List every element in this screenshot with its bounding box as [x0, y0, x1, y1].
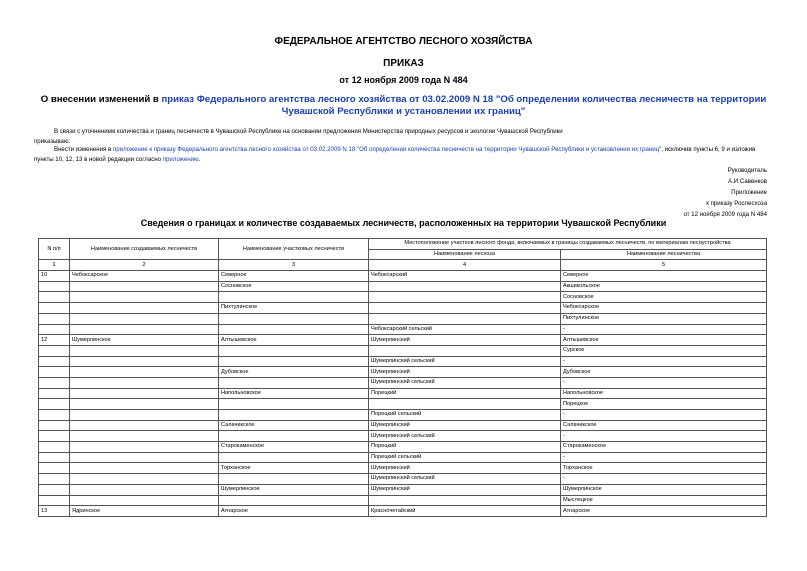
cell-section: Старокаменское [219, 442, 369, 453]
cell-section [219, 399, 369, 410]
cell-leskhoz: Чебоксарский сельский [369, 324, 561, 335]
table-row [39, 474, 767, 485]
cell-forestry [70, 367, 219, 378]
cell-forestry [70, 399, 219, 410]
cell-section: Северное [219, 271, 369, 282]
table-row [39, 367, 767, 378]
cell-leskhoz [369, 399, 561, 410]
signature-block [547, 165, 767, 220]
cell-num [39, 303, 70, 314]
cell-leskhoz [369, 292, 561, 303]
cell-section [219, 324, 369, 335]
cell-leskhoz: Порецкий сельский [369, 452, 561, 463]
table-row [39, 356, 767, 367]
title-prefix: О внесении изменений в [40, 94, 162, 105]
table-row [39, 388, 767, 399]
cell-num [39, 399, 70, 410]
cell-section [219, 292, 369, 303]
cell-forestry [70, 292, 219, 303]
col-number: 2 [70, 260, 219, 271]
changes-text-a: Внести изменения в [54, 146, 113, 153]
cell-num [39, 377, 70, 388]
table-row [39, 452, 767, 463]
basis-text: В связи с уточнением количества и границ лесничеств в Чувашской Республике на основании предложения Министерства природных ресурсов и экологии Чувашской Республики [54, 128, 563, 135]
cell-forestry [70, 356, 219, 367]
document-title [20, 94, 787, 118]
table-row [39, 292, 767, 303]
cell-lesnichestvo: - [561, 410, 767, 421]
cell-lesnichestvo: Напольновское [561, 388, 767, 399]
cell-section: Пихтулинское [219, 303, 369, 314]
cell-lesnichestvo: Атнарское [561, 506, 767, 517]
cell-leskhoz [369, 495, 561, 506]
cell-leskhoz: Шумерлинский сельский [369, 474, 561, 485]
cell-section [219, 313, 369, 324]
cell-section [219, 431, 369, 442]
cell-section [219, 377, 369, 388]
signer-role: Руководитель [727, 167, 767, 174]
cell-lesnichestvo: Пихтулинское [561, 313, 767, 324]
cell-lesnichestvo: Чебоксарское [561, 303, 767, 314]
cell-forestry [70, 388, 219, 399]
table-row [39, 442, 767, 453]
cell-forestry: Шумерлинское [70, 335, 219, 346]
cell-forestry: Чебоксарское [70, 271, 219, 282]
table-row [39, 431, 767, 442]
header-sections: Наименование участковых лесничеств [219, 239, 369, 260]
cell-num [39, 484, 70, 495]
cell-num [39, 324, 70, 335]
table-title: Сведения о границах и количестве создаваемых лесничеств, расположенных на территории Чувашской Республики [140, 218, 667, 228]
cell-num [39, 388, 70, 399]
cell-num [39, 410, 70, 421]
cell-forestry: Ядринское [70, 506, 219, 517]
cell-section: Дубовское [219, 367, 369, 378]
cell-forestry [70, 410, 219, 421]
cell-lesnichestvo: Сурское [561, 345, 767, 356]
cell-section: Салачикское [219, 420, 369, 431]
cell-lesnichestvo: Сосновское [561, 292, 767, 303]
table-row [39, 313, 767, 324]
cell-lesnichestvo: Северное [561, 271, 767, 282]
cell-forestry [70, 303, 219, 314]
cell-num: 13 [39, 506, 70, 517]
cell-section: Атнарское [219, 506, 369, 517]
cell-forestry [70, 431, 219, 442]
cell-lesnichestvo: - [561, 377, 767, 388]
cell-section: Шумерлинское [219, 484, 369, 495]
cell-section [219, 345, 369, 356]
annex-link[interactable]: приложению [162, 155, 199, 163]
cell-num [39, 474, 70, 485]
cell-num [39, 292, 70, 303]
table-row [39, 420, 767, 431]
cell-leskhoz [369, 313, 561, 324]
cell-lesnichestvo: Акшикольское [561, 281, 767, 292]
cell-num [39, 431, 70, 442]
table-row [39, 303, 767, 314]
cell-num [39, 420, 70, 431]
table-row [39, 281, 767, 292]
cell-leskhoz: Шумерлинский сельский [369, 356, 561, 367]
cell-forestry [70, 452, 219, 463]
cell-forestry [70, 495, 219, 506]
cell-num [39, 281, 70, 292]
cell-section [219, 410, 369, 421]
forestry-table [38, 238, 767, 517]
paragraph-changes [34, 145, 774, 164]
col-number: 3 [219, 260, 369, 271]
cell-forestry [70, 463, 219, 474]
table-row [39, 377, 767, 388]
header-lesnichestvo: Наименование лесничества [561, 249, 767, 260]
cell-section: Сосновское [219, 281, 369, 292]
cell-leskhoz: Шумерлинский [369, 367, 561, 378]
cell-num [39, 495, 70, 506]
cell-section: Алтышевское [219, 335, 369, 346]
header-forestry: Наименование создаваемых лесничеств [70, 239, 219, 260]
cell-num [39, 345, 70, 356]
header-location: Местоположение участков лесного фонда, включаемых в границы создаваемых лесничеств, по материалам лесоустройства [369, 239, 767, 250]
title-link[interactable]: приказ Федерального агентства лесного хозяйства от 03.02.2009 N 18 "Об определении количества лесничеств на территории Чувашской Республики и установлении их границ" [161, 94, 767, 117]
cell-forestry [70, 345, 219, 356]
cell-forestry [70, 420, 219, 431]
cell-forestry [70, 442, 219, 453]
cell-leskhoz [369, 345, 561, 356]
cell-leskhoz: Шумерлинский [369, 420, 561, 431]
cell-num [39, 367, 70, 378]
table-row [39, 495, 767, 506]
table-row [39, 463, 767, 474]
cell-leskhoz: Чебоксарский [369, 271, 561, 282]
order-date: от 12 ноября 2009 года N 484 [339, 75, 468, 85]
cell-leskhoz: Порецкий [369, 442, 561, 453]
cell-lesnichestvo: Порецкое [561, 399, 767, 410]
cell-lesnichestvo: Дубовское [561, 367, 767, 378]
col-number: 1 [39, 260, 70, 271]
cell-num [39, 463, 70, 474]
column-number-row [39, 260, 767, 271]
cell-num [39, 313, 70, 324]
table-row [39, 410, 767, 421]
signer-name: А.И.Савенков [728, 178, 767, 185]
cell-leskhoz: Шумерлинский сельский [369, 431, 561, 442]
cell-leskhoz: Порецкий сельский [369, 410, 561, 421]
paragraph-basis [34, 127, 774, 146]
cell-forestry [70, 324, 219, 335]
table-row [39, 324, 767, 335]
cell-lesnichestvo: - [561, 452, 767, 463]
table-row [39, 484, 767, 495]
cell-section [219, 495, 369, 506]
annex-date: от 12 ноября 2009 года N 484 [683, 211, 767, 218]
annex-label: Приложение [731, 189, 767, 196]
order-heading: ПРИКАЗ [383, 58, 424, 69]
cell-lesnichestvo: - [561, 356, 767, 367]
table-row [39, 506, 767, 517]
cell-leskhoz: Порецкий [369, 388, 561, 399]
cell-leskhoz [369, 281, 561, 292]
cell-lesnichestvo: - [561, 431, 767, 442]
header-num: N п/п [39, 239, 70, 260]
header-leskhoz: Наименование лесхоза [369, 249, 561, 260]
cell-lesnichestvo: Салачикское [561, 420, 767, 431]
cell-leskhoz: Шумерлинский [369, 484, 561, 495]
agency-heading: ФЕДЕРАЛЬНОЕ АГЕНТСТВО ЛЕСНОГО ХОЗЯЙСТВА [274, 36, 533, 47]
cell-lesnichestvo: - [561, 474, 767, 485]
table-row [39, 271, 767, 282]
cell-leskhoz: Шумерлинский сельский [369, 377, 561, 388]
cell-lesnichestvo: Мыслецкое [561, 495, 767, 506]
table-row [39, 399, 767, 410]
cell-num [39, 442, 70, 453]
cell-num: 10 [39, 271, 70, 282]
cell-lesnichestvo: Алтышевское [561, 335, 767, 346]
cell-section [219, 356, 369, 367]
col-number: 4 [369, 260, 561, 271]
cell-num [39, 452, 70, 463]
cell-lesnichestvo: Старокаменское [561, 442, 767, 453]
order-word: приказываю: [34, 137, 71, 145]
annex-to-order: к приказу Рослесхоза [706, 200, 767, 207]
cell-forestry [70, 484, 219, 495]
cell-forestry [70, 474, 219, 485]
cell-leskhoz: Шумерлинский [369, 463, 561, 474]
cell-section: Торханское [219, 463, 369, 474]
cell-leskhoz: Шумерлинский [369, 335, 561, 346]
cell-forestry [70, 313, 219, 324]
changes-text-b: , исключив пункты 6, 9 и изложив пункты 10, 12, 13 в новой редакции согласно [34, 146, 756, 163]
cell-leskhoz [369, 303, 561, 314]
cell-lesnichestvo: - [561, 324, 767, 335]
table-row [39, 335, 767, 346]
cell-num [39, 356, 70, 367]
cell-forestry [70, 377, 219, 388]
cell-section [219, 474, 369, 485]
col-number: 5 [561, 260, 767, 271]
cell-leskhoz: Красночетайский [369, 506, 561, 517]
annex-order-link[interactable]: приложение к приказу Федерального агентства лесного хозяйства от 03.02.2009 N 18 "Об определении количества лесничеств на территории Чувашской Республики и установлении их границ" [112, 146, 662, 153]
cell-lesnichestvo: Торханское [561, 463, 767, 474]
changes-text-c: . [198, 155, 201, 163]
cell-section [219, 452, 369, 463]
cell-forestry [70, 281, 219, 292]
cell-lesnichestvo: Шумерлинское [561, 484, 767, 495]
header-row [39, 239, 767, 250]
table-row [39, 345, 767, 356]
cell-num: 12 [39, 335, 70, 346]
cell-section: Напольновское [219, 388, 369, 399]
